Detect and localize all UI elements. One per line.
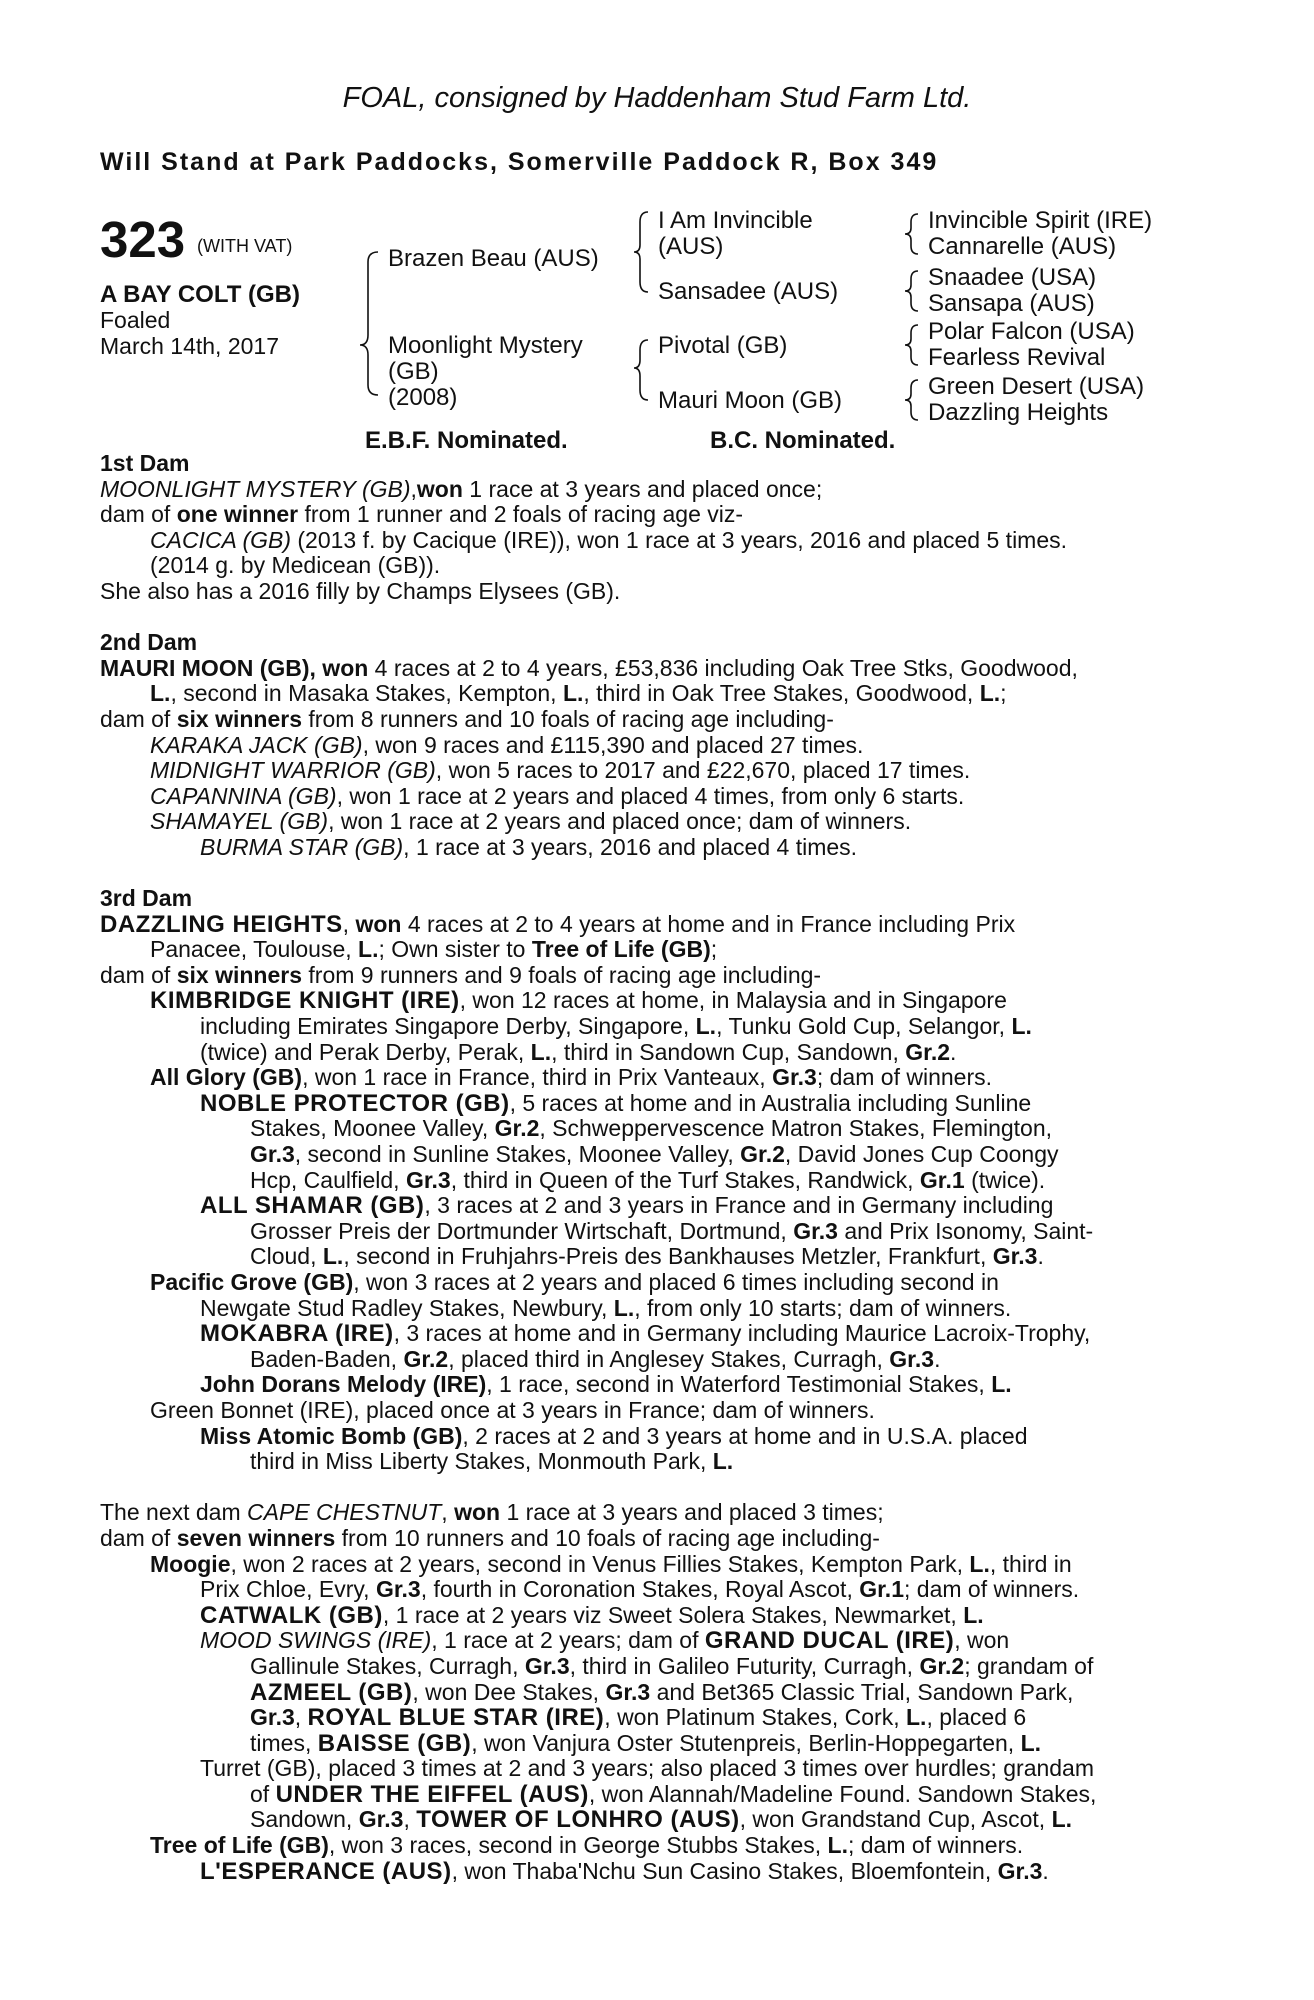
- text-line: [100, 681, 1210, 707]
- bc-nominated: B.C. Nominated.: [710, 427, 896, 454]
- text-run: L.: [1011, 1013, 1032, 1040]
- text-run: KIMBRIDGE KNIGHT (IRE): [150, 987, 460, 1015]
- text-run: one winner: [176, 501, 299, 528]
- text-run: Panacee, Toulouse,: [150, 936, 359, 963]
- text-run: L.: [979, 680, 1001, 707]
- text-line: [100, 1552, 1210, 1578]
- text-run: , third in Galileo Futurity, Curragh,: [569, 1652, 920, 1679]
- text-line: [100, 1731, 1210, 1757]
- text-run: six winners: [176, 961, 302, 988]
- text-run: won: [416, 475, 463, 502]
- text-run: , 2 races at 2 and 3 years at home and in U.S.A. placed: [462, 1422, 1028, 1449]
- text-run: , won 3 races at 2 years and placed 6 times including second in: [353, 1269, 999, 1295]
- text-run: Green Bonnet (IRE), placed once at 3 years in France; dam of winners.: [150, 1396, 875, 1423]
- text-line: [100, 758, 1210, 784]
- text-line: [100, 1680, 1210, 1706]
- pedigree-brackets: [0, 0, 1314, 460]
- text-run: L.: [530, 1038, 552, 1065]
- text-run: L.: [905, 1704, 927, 1731]
- text-line: [100, 1577, 1210, 1603]
- text-run: , third in Queen of the Turf Stakes, Randwick,: [450, 1166, 920, 1193]
- text-run: won: [355, 910, 402, 937]
- text-run: 2nd Dam: [100, 629, 198, 656]
- text-run: L.: [1051, 1806, 1073, 1833]
- text-run: , won Thaba'Nchu Sun Casino Stakes, Bloemfontein,: [451, 1857, 998, 1884]
- text-run: She also has a 2016 filly by Champs Elysees (GB).: [100, 577, 621, 604]
- text-run: , placed third in Anglesey Stakes, Curragh,: [448, 1345, 890, 1372]
- ebf-nominated: E.B.F. Nominated.: [365, 427, 568, 454]
- text-run: Grosser Preis der Dortmunder Wirtschaft, Dortmund,: [250, 1217, 794, 1244]
- text-run: Moogie: [150, 1550, 231, 1577]
- text-run: GRAND DUCAL (IRE): [704, 1627, 955, 1655]
- text-run: and Bet365 Classic Trial, Sandown Park,: [650, 1678, 1074, 1705]
- text-run: , won Alannah/Madeline Found. Sandown Stakes,: [588, 1780, 1097, 1807]
- text-run: , third in: [989, 1550, 1072, 1577]
- text-run: seven winners: [176, 1524, 336, 1551]
- text-run: MOONLIGHT MYSTERY (GB): [100, 475, 411, 502]
- text-line: [100, 784, 1210, 810]
- text-line: [100, 1168, 1210, 1194]
- text-run: .: [950, 1038, 957, 1065]
- text-line: [100, 1321, 1210, 1347]
- consignor-line: FOAL, consigned by Haddenham Stud Farm Ltd.: [342, 82, 972, 114]
- text-run: , won 1 race at 2 years and placed once; dam of winners.: [328, 808, 912, 835]
- text-run: All Glory (GB): [150, 1064, 303, 1091]
- pedigree-sire-sire-line2: (AUS): [658, 233, 724, 260]
- text-line: [100, 630, 1210, 656]
- pedigree-g-sds: Snaadee (USA): [928, 264, 1097, 291]
- text-run: , second in Fruhjahrs-Preis des Bankhauses Metzler, Frankfurt,: [343, 1243, 993, 1270]
- spacer: [100, 1475, 1210, 1501]
- text-run: L.: [695, 1013, 717, 1040]
- bracket-g3: [905, 325, 918, 365]
- text-run: Gr.3: [250, 1704, 295, 1731]
- text-run: CATWALK (GB): [200, 1601, 383, 1629]
- text-run: Baden-Baden,: [250, 1345, 404, 1372]
- text-run: ;: [1000, 680, 1007, 707]
- text-run: Gallinule Stakes, Curragh,: [250, 1652, 525, 1679]
- text-run: , 3 races at 2 and 3 years in France and in Germany including: [424, 1192, 1054, 1219]
- text-run: , won 12 races at home, in Malaysia and in Singapore: [459, 987, 1007, 1014]
- text-line: [100, 937, 1210, 963]
- bracket-sire: [634, 212, 648, 292]
- text-run: BURMA STAR (GB): [200, 833, 404, 860]
- text-run: UNDER THE EIFFEL (AUS): [275, 1780, 589, 1808]
- text-run: (twice) and Perak Derby, Perak,: [200, 1038, 531, 1065]
- text-run: ; grandam of: [964, 1652, 1094, 1679]
- text-run: , won 3 races, second in George Stubbs Stakes,: [328, 1832, 828, 1859]
- text-run: Gr.3: [889, 1345, 935, 1372]
- text-line: [100, 1449, 1210, 1475]
- text-run: 4 races at 2 to 4 years at home and in France including Prix: [401, 910, 1016, 937]
- text-run: , won 5 races to 2017 and £22,670, placed 17 times.: [435, 757, 971, 784]
- text-run: L.: [991, 1371, 1012, 1398]
- text-run: L.: [358, 936, 379, 963]
- text-line: [100, 579, 1210, 605]
- text-run: Gr.3: [793, 1217, 838, 1244]
- text-run: Stakes, Moonee Valley,: [250, 1115, 495, 1142]
- text-line: [100, 1372, 1210, 1398]
- bracket-g1: [905, 214, 918, 254]
- text-run: , won Grandstand Cup, Ascot,: [739, 1806, 1052, 1833]
- text-run: dam of: [100, 501, 177, 528]
- text-line: [100, 1756, 1210, 1782]
- text-line: [100, 502, 1210, 528]
- text-line: [100, 1833, 1210, 1859]
- text-run: MOOD SWINGS (IRE): [200, 1627, 432, 1654]
- text-run: ,: [294, 1704, 308, 1731]
- text-run: , second in Masaka Stakes, Kempton,: [170, 680, 563, 707]
- text-run: Gr.3: [997, 1857, 1043, 1884]
- text-run: Miss Atomic Bomb (GB): [200, 1422, 463, 1449]
- text-run: Sandown,: [250, 1806, 359, 1833]
- text-run: , third in Sandown Cup, Sandown,: [551, 1038, 906, 1065]
- text-run: (twice).: [964, 1166, 1046, 1193]
- text-run: The next dam: [100, 1499, 248, 1526]
- pedigree-g-dsd: Fearless Revival: [928, 344, 1106, 371]
- text-run: L.: [963, 1601, 984, 1628]
- text-run: , won Dee Stakes,: [412, 1678, 606, 1705]
- text-line: [100, 451, 1210, 477]
- text-run: 4 races at 2 to 4 years, £53,836 including Oak Tree Stks, Goodwood,: [368, 654, 1078, 681]
- text-line: [100, 1244, 1210, 1270]
- text-run: , Tunku Gold Cup, Selangor,: [716, 1013, 1012, 1040]
- text-run: , third in Oak Tree Stakes, Goodwood,: [583, 680, 980, 707]
- text-run: .: [1037, 1243, 1044, 1270]
- text-line: [100, 1500, 1210, 1526]
- text-run: won: [454, 1499, 501, 1526]
- text-run: from 8 runners and 10 foals of racing age including-: [302, 705, 834, 732]
- text-run: L.: [150, 680, 171, 707]
- pedigree-dam-sire: Pivotal (GB): [658, 332, 788, 359]
- text-run: CACICA (GB): [150, 526, 291, 553]
- text-line: [100, 733, 1210, 759]
- foaled-date: March 14th, 2017: [100, 333, 280, 359]
- text-line: [100, 1628, 1210, 1654]
- text-line: [100, 809, 1210, 835]
- text-line: [100, 835, 1210, 861]
- pedigree-dam-line1: Moonlight Mystery: [388, 332, 583, 359]
- text-run: Gr.2: [919, 1652, 965, 1679]
- lot-number: 323: [100, 211, 186, 268]
- text-run: L'ESPERANCE (AUS): [200, 1857, 452, 1885]
- text-run: L.: [1020, 1729, 1042, 1756]
- text-line: [100, 1116, 1210, 1142]
- text-run: dam of: [100, 961, 177, 988]
- text-run: 3rd Dam: [100, 885, 193, 912]
- text-run: L.: [827, 1832, 848, 1859]
- text-run: six winners: [176, 705, 302, 732]
- text-run: Gr.3: [605, 1678, 651, 1705]
- text-line: [100, 1065, 1210, 1091]
- text-run: and Prix Isonomy, Saint-: [837, 1217, 1094, 1244]
- text-run: 1 race at 3 years and placed 3 times;: [500, 1499, 884, 1526]
- text-run: MAURI MOON (GB), won: [100, 654, 369, 681]
- text-run: , Schweppervescence Matron Stakes, Flemington,: [539, 1115, 1053, 1142]
- pedigree-g-ddd: Dazzling Heights: [928, 399, 1109, 426]
- text-line: [100, 912, 1210, 938]
- bracket-dam: [634, 340, 648, 400]
- text-run: Gr.3: [250, 1141, 295, 1168]
- text-line: [100, 707, 1210, 733]
- text-run: ; dam of winners.: [847, 1832, 1024, 1859]
- spacer: [100, 605, 1210, 631]
- text-line: [100, 1398, 1210, 1424]
- text-run: MIDNIGHT WARRIOR (GB): [150, 757, 436, 784]
- text-run: Gr.2: [494, 1115, 540, 1142]
- text-run: , 1 race at 2 years; dam of: [431, 1627, 705, 1654]
- text-run: Gr.3: [405, 1166, 451, 1193]
- text-run: Cloud,: [250, 1243, 323, 1270]
- text-run: , 5 races at home and in Australia including Sunline: [509, 1089, 1032, 1116]
- text-line: [100, 1424, 1210, 1450]
- text-run: , won: [954, 1627, 1010, 1654]
- text-line: [100, 1193, 1210, 1219]
- text-run: Gr.1: [919, 1166, 965, 1193]
- text-run: MOKABRA (IRE): [200, 1320, 394, 1348]
- text-run: Tree of Life (GB): [531, 936, 711, 963]
- pedigree-g-sdd: Sansapa (AUS): [928, 290, 1095, 317]
- text-run: .: [934, 1345, 941, 1372]
- stabling-line: Will Stand at Park Paddocks, Somerville Paddock R, Box 349: [100, 148, 939, 176]
- text-run: , won 2 races at 2 years, second in Venus Fillies Stakes, Kempton Park,: [230, 1550, 970, 1577]
- text-run: , won Vanjura Oster Stutenpreis, Berlin-Hoppegarten,: [471, 1729, 1021, 1756]
- bracket-g2: [905, 271, 918, 311]
- text-run: TOWER OF LONHRO (AUS): [416, 1806, 740, 1834]
- vat-note: (WITH VAT): [197, 236, 293, 256]
- text-run: ,: [342, 910, 356, 937]
- text-run: (2014 g. by Medicean (GB)).: [150, 552, 441, 579]
- text-run: , David Jones Cup Coongy: [784, 1141, 1059, 1168]
- text-run: from 9 runners and 9 foals of racing age including-: [302, 961, 822, 988]
- text-run: including Emirates Singapore Derby, Singapore,: [200, 1013, 696, 1040]
- pedigree-dam-line3: (2008): [388, 384, 458, 411]
- text-run: dam of: [100, 705, 177, 732]
- text-run: KARAKA JACK (GB): [150, 731, 363, 758]
- text-line: [100, 1347, 1210, 1373]
- text-line: [100, 1807, 1210, 1833]
- pedigree-g-sss: Invincible Spirit (IRE): [928, 207, 1153, 234]
- text-line: [100, 477, 1210, 503]
- text-run: Gr.2: [905, 1038, 951, 1065]
- text-run: , won 1 race at 2 years and placed 4 times, from only 6 starts.: [336, 782, 965, 809]
- bracket-main: [360, 252, 378, 395]
- lot-description: A BAY COLT (GB): [100, 281, 301, 308]
- text-run: Tree of Life (GB): [150, 1832, 329, 1859]
- pedigree-g-dds: Green Desert (USA): [928, 373, 1145, 400]
- text-run: third in Miss Liberty Stakes, Monmouth Park,: [250, 1448, 713, 1475]
- text-run: .: [1042, 1857, 1049, 1884]
- text-run: Pacific Grove (GB): [150, 1269, 354, 1295]
- text-run: CAPE CHESTNUT: [247, 1499, 442, 1526]
- text-run: dam of: [100, 1524, 177, 1551]
- pedigree-g-ssd: Cannarelle (AUS): [928, 233, 1117, 260]
- text-line: [100, 1270, 1210, 1296]
- text-line: [100, 1296, 1210, 1322]
- text-run: Gr.3: [772, 1064, 817, 1091]
- text-run: Newgate Stud Radley Stakes, Newbury,: [200, 1294, 614, 1321]
- pedigree-sire: Brazen Beau (AUS): [388, 245, 599, 272]
- text-run: ROYAL BLUE STAR (IRE): [307, 1704, 605, 1732]
- pedigree-g-dss: Polar Falcon (USA): [928, 318, 1135, 345]
- text-line: [100, 886, 1210, 912]
- text-run: from 1 runner and 2 foals of racing age viz-: [298, 501, 744, 528]
- text-run: Gr.2: [403, 1345, 449, 1372]
- text-run: AZMEEL (GB): [250, 1678, 413, 1706]
- text-run: SHAMAYEL (GB): [150, 808, 329, 835]
- text-run: DAZZLING HEIGHTS: [100, 910, 343, 938]
- text-line: [100, 1603, 1210, 1629]
- text-run: , 1 race at 2 years viz Sweet Solera Stakes, Newmarket,: [382, 1601, 964, 1628]
- text-run: Gr.2: [740, 1141, 785, 1168]
- text-line: [100, 1091, 1210, 1117]
- text-line: [100, 1859, 1210, 1885]
- text-run: , 3 races at home and in Germany including Maurice Lacroix-Trophy,: [393, 1320, 1091, 1347]
- foaled-label: Foaled: [100, 307, 171, 333]
- text-run: 1st Dam: [100, 450, 190, 476]
- text-line: [100, 1219, 1210, 1245]
- text-line: [100, 963, 1210, 989]
- text-line: [100, 528, 1210, 554]
- text-line: [100, 1654, 1210, 1680]
- text-run: CAPANNINA (GB): [150, 782, 337, 809]
- text-run: John Dorans Melody (IRE): [200, 1371, 487, 1398]
- text-run: BAISSE (GB): [317, 1729, 472, 1757]
- text-run: ,: [410, 475, 417, 502]
- pedigree-sire-dam: Sansadee (AUS): [658, 278, 839, 305]
- text-run: , won 1 race in France, third in Prix Vanteaux,: [302, 1064, 773, 1091]
- text-run: from 10 runners and 10 foals of racing age including-: [335, 1524, 880, 1551]
- text-run: ,: [403, 1806, 417, 1833]
- text-run: , fourth in Coronation Stakes, Royal Ascot,: [420, 1576, 860, 1603]
- text-line: [100, 1014, 1210, 1040]
- text-run: L.: [613, 1294, 635, 1321]
- text-run: , placed 6: [926, 1704, 1027, 1731]
- text-line: [100, 656, 1210, 682]
- text-run: Gr.3: [358, 1806, 404, 1833]
- text-run: 1 race at 3 years and placed once;: [462, 475, 823, 502]
- text-run: Hcp, Caulfield,: [250, 1166, 406, 1193]
- text-run: ; Own sister to: [378, 936, 532, 963]
- text-run: Gr.3: [524, 1652, 570, 1679]
- text-run: L.: [969, 1550, 990, 1577]
- text-line: [100, 553, 1210, 579]
- bracket-g4: [905, 380, 918, 420]
- text-run: ;: [710, 936, 718, 963]
- pedigree-sire-sire-line1: I Am Invincible: [658, 207, 813, 234]
- text-run: , won 9 races and £115,390 and placed 27 times.: [362, 731, 864, 758]
- text-run: , 1 race, second in Waterford Testimonial Stakes,: [486, 1371, 992, 1398]
- text-line: [100, 988, 1210, 1014]
- spacer: [100, 861, 1210, 887]
- text-line: [100, 1040, 1210, 1066]
- text-run: times,: [250, 1729, 318, 1756]
- text-run: (2013 f. by Cacique (IRE)), won 1 race at 3 years, 2016 and placed 5 times.: [291, 526, 1068, 553]
- text-run: , won Platinum Stakes, Cork,: [604, 1704, 906, 1731]
- text-run: L.: [562, 680, 584, 707]
- text-run: , 1 race at 3 years, 2016 and placed 4 times.: [403, 833, 858, 860]
- text-run: ALL SHAMAR (GB): [200, 1192, 425, 1220]
- text-run: NOBLE PROTECTOR (GB): [200, 1089, 510, 1117]
- text-run: , second in Sunline Stakes, Moonee Valley,: [294, 1141, 741, 1168]
- text-line: [100, 1142, 1210, 1168]
- text-run: Gr.3: [375, 1576, 421, 1603]
- text-run: Gr.1: [859, 1576, 904, 1603]
- text-run: Turret (GB), placed 3 times at 2 and 3 years; also placed 3 times over hurdles; grandam: [200, 1755, 1095, 1782]
- text-line: [100, 1705, 1210, 1731]
- text-run: ; dam of winners.: [904, 1576, 1080, 1603]
- pedigree-dam-dam: Mauri Moon (GB): [658, 387, 843, 414]
- text-line: [100, 1782, 1210, 1808]
- text-run: of: [250, 1780, 276, 1807]
- text-run: Prix Chloe, Evry,: [200, 1576, 376, 1603]
- text-run: L.: [322, 1243, 344, 1270]
- text-run: ,: [441, 1499, 455, 1526]
- text-line: [100, 1526, 1210, 1552]
- text-run: L.: [712, 1448, 734, 1475]
- text-run: , from only 10 starts; dam of winners.: [634, 1294, 1012, 1321]
- text-run: Gr.3: [992, 1243, 1038, 1270]
- text-run: ; dam of winners.: [816, 1064, 992, 1091]
- dam-lines: [100, 451, 1210, 1884]
- pedigree-dam-line2: (GB): [388, 358, 439, 385]
